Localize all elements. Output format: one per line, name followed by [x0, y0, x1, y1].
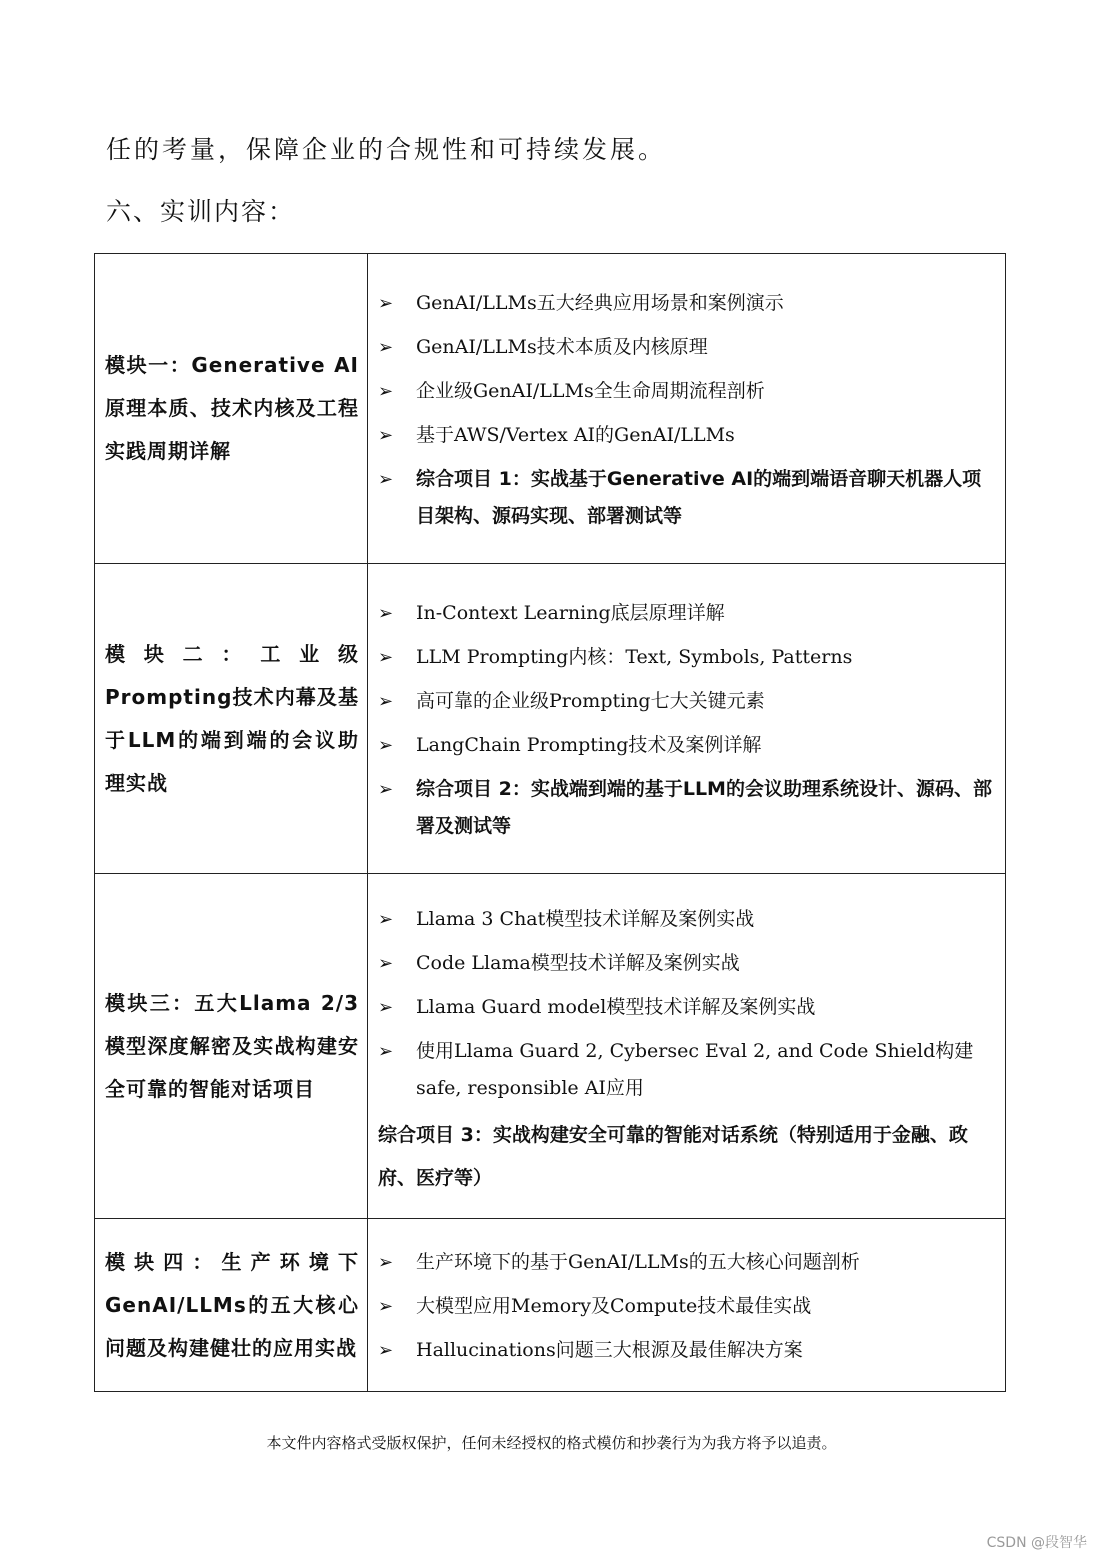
list-item: ➢ LLM Prompting内核：Text, Symbols, Patterns: [378, 639, 993, 676]
module-row-1: [95, 254, 1006, 564]
arrow-bullet-icon: ➢: [378, 336, 394, 358]
module-title-cell: [95, 1219, 368, 1392]
module-title-cell: [95, 874, 368, 1219]
module-row-2: [95, 564, 1006, 874]
module-row-3: [95, 874, 1006, 1219]
module-title-cell: [95, 564, 368, 874]
intro-paragraph-continuation: 任的考量，保障企业的合规性和可持续发展。: [106, 135, 667, 164]
list-item: ➢ 生产环境下的基于GenAI/LLMs的五大核心问题剖析: [378, 1244, 993, 1281]
arrow-bullet-icon: ➢: [378, 380, 394, 402]
arrow-bullet-icon: ➢: [378, 1339, 394, 1361]
list-item: ➢ GenAI/LLMs五大经典应用场景和案例演示: [378, 285, 993, 322]
arrow-bullet-icon: ➢: [378, 778, 394, 800]
arrow-bullet-icon: ➢: [378, 424, 394, 446]
section-heading: 六、实训内容：: [106, 197, 296, 226]
module-items-cell: [368, 254, 1006, 564]
list-item: ➢ Llama 3 Chat模型技术详解及案例实战: [378, 901, 993, 938]
module-title: 模块三：五大Llama 2/3模型深度解密及实战构建安全可靠的智能对话项目: [105, 990, 359, 1101]
list-item: ➢ LangChain Prompting技术及案例详解: [378, 727, 993, 764]
copyright-notice: 本文件内容格式受版权保护，任何未经授权的格式模仿和抄袭行为为我方将予以追责。: [266, 1434, 837, 1452]
arrow-bullet-icon: ➢: [378, 602, 394, 624]
arrow-bullet-icon: ➢: [378, 468, 394, 490]
module-items-cell: [368, 1219, 1006, 1392]
project-item: ➢ 综合项目 2：实战端到端的基于LLM的会议助理系统设计、源码、部署及测试等: [378, 771, 993, 845]
list-item: ➢ GenAI/LLMs技术本质及内核原理: [378, 329, 993, 366]
list-item: ➢ Code Llama模型技术详解及案例实战: [378, 945, 993, 982]
arrow-bullet-icon: ➢: [378, 734, 394, 756]
list-item: ➢ 基于AWS/Vertex AI的GenAI/LLMs: [378, 417, 993, 454]
list-item: ➢ Hallucinations问题三大根源及最佳解决方案: [378, 1332, 993, 1369]
project-item: ➢ 综合项目 1：实战基于Generative AI的端到端语音聊天机器人项目架构、源码实现、部署测试等: [378, 461, 993, 535]
list-item: ➢ 大模型应用Memory及Compute技术最佳实战: [378, 1288, 993, 1325]
arrow-bullet-icon: ➢: [378, 1251, 394, 1273]
list-item: ➢ 高可靠的企业级Prompting七大关键元素: [378, 683, 993, 720]
arrow-bullet-icon: ➢: [378, 953, 394, 974]
list-item: ➢ 使用Llama Guard 2, Cybersec Eval 2, and Code Shield构建safe, responsible AI应用: [378, 1033, 993, 1107]
csdn-watermark: CSDN @段智华: [986, 1535, 1087, 1551]
arrow-bullet-icon: ➢: [378, 997, 394, 1018]
arrow-bullet-icon: ➢: [378, 1295, 394, 1317]
module-title-cell: [95, 254, 368, 564]
module-items-cell: [368, 874, 1006, 1219]
list-item: ➢ Llama Guard model模型技术详解及案例实战: [378, 989, 993, 1026]
module-title: 模块四：生产环境下GenAI/LLMs的五大核心问题及构建健壮的应用实战: [105, 1249, 359, 1360]
list-item: ➢ In-Context Learning底层原理详解: [378, 595, 993, 632]
module-title: 模块二：工业级Prompting技术内幕及基于LLM的端到端的会议助理实战: [105, 641, 359, 795]
arrow-bullet-icon: ➢: [378, 646, 394, 668]
project-summary: 综合项目 3：实战构建安全可靠的智能对话系统（特别适用于金融、政府、医疗等）: [378, 1124, 968, 1189]
arrow-bullet-icon: ➢: [378, 909, 394, 930]
training-content-table: [94, 253, 1006, 1392]
list-item: ➢ 企业级GenAI/LLMs全生命周期流程剖析: [378, 373, 993, 410]
arrow-bullet-icon: ➢: [378, 1041, 394, 1062]
module-items-cell: [368, 564, 1006, 874]
module-title: 模块一：Generative AI原理本质、技术内核及工程实践周期详解: [105, 353, 359, 463]
arrow-bullet-icon: ➢: [378, 690, 394, 712]
arrow-bullet-icon: ➢: [378, 292, 394, 314]
module-row-4: [95, 1219, 1006, 1392]
